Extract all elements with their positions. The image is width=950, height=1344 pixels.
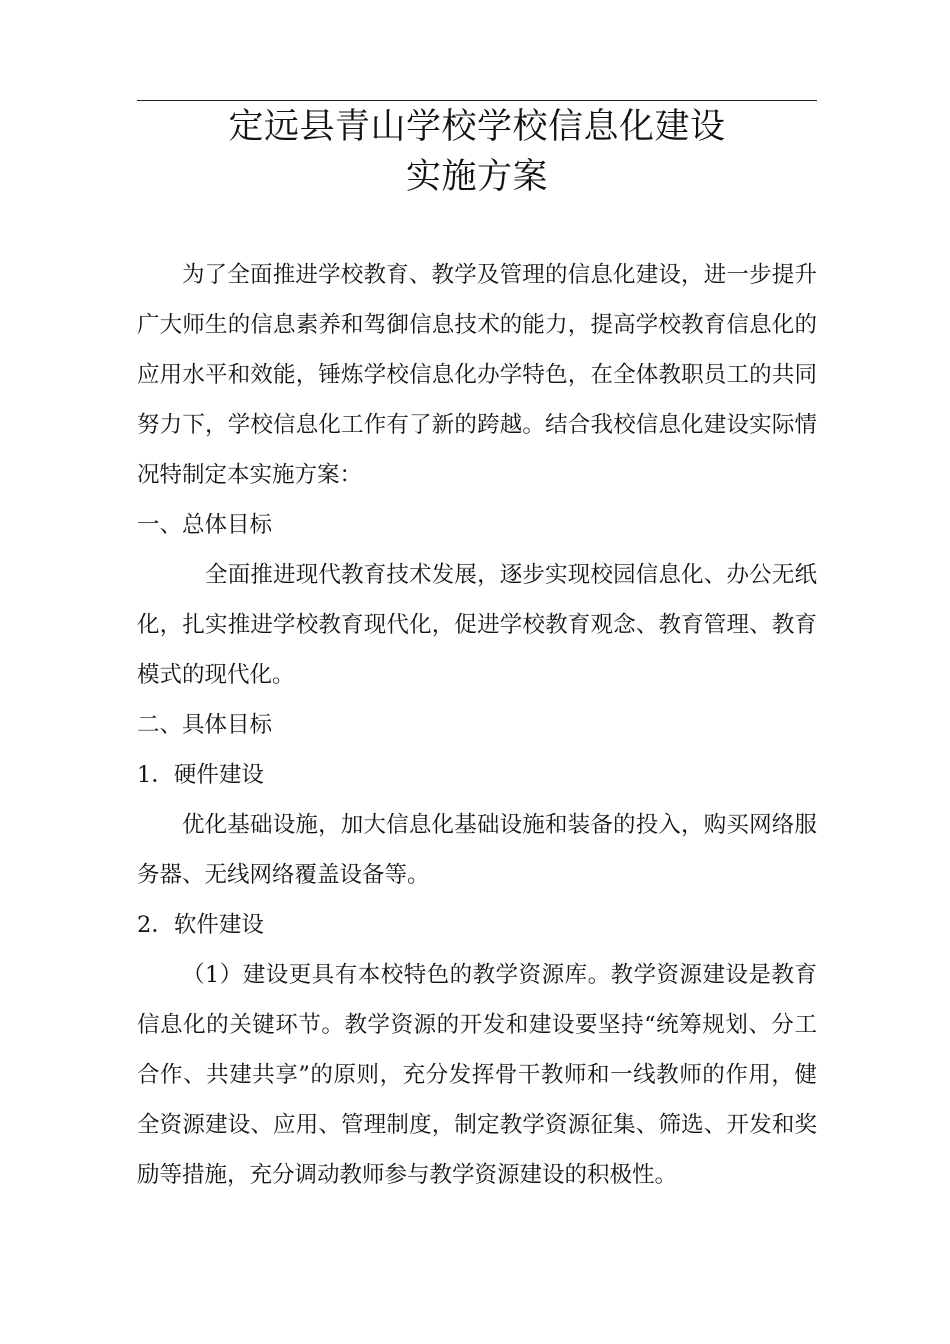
software-paragraph: （1）建设更具有本校特色的教学资源库。教学资源建设是教育信息化的关键环节。教学资源的开发和建设要坚持“统筹规划、分工合作、共建共享”的原则，充分发挥骨干教师和一线教师的作用，健全资源建设、应用、管理制度，制定教学资源征集、筛选、开发和奖励等措施，充分调动教师参与教学资源建设的积极性。 (137, 962, 817, 1188)
document-title: 定远县青山学校学校信息化建设 (228, 107, 726, 147)
intro-paragraph: 为了全面推进学校教育、教学及管理的信息化建设，进一步提升广大师生的信息素养和驾御信息技术的能力，提高学校教育信息化的应用水平和效能，锤炼学校信息化办学特色，在全体教职员工的共同努力下，学校信息化工作有了新的跨越。结合我校信息化建设实际情况特制定本实施方案： (137, 262, 817, 488)
hardware-paragraph: 优化基础设施，加大信息化基础设施和装备的投入，购买网络服务器、无线网络覆盖设备等。 (137, 812, 817, 888)
section-heading-specific-goals: 二、具体目标 (137, 712, 273, 738)
section-heading-overall-goals: 一、总体目标 (137, 512, 273, 538)
document-body (137, 250, 817, 1200)
header-rule (137, 100, 817, 101)
document-subtitle: 实施方案 (405, 157, 548, 197)
subheading-software: 2．软件建设 (137, 912, 264, 938)
overall-goals-paragraph: 全面推进现代教育技术发展，逐步实现校园信息化、办公无纸化，扎实推进学校教育现代化，促进学校教育观念、教育管理、教育模式的现代化。 (137, 562, 817, 688)
subheading-hardware: 1．硬件建设 (137, 762, 264, 788)
